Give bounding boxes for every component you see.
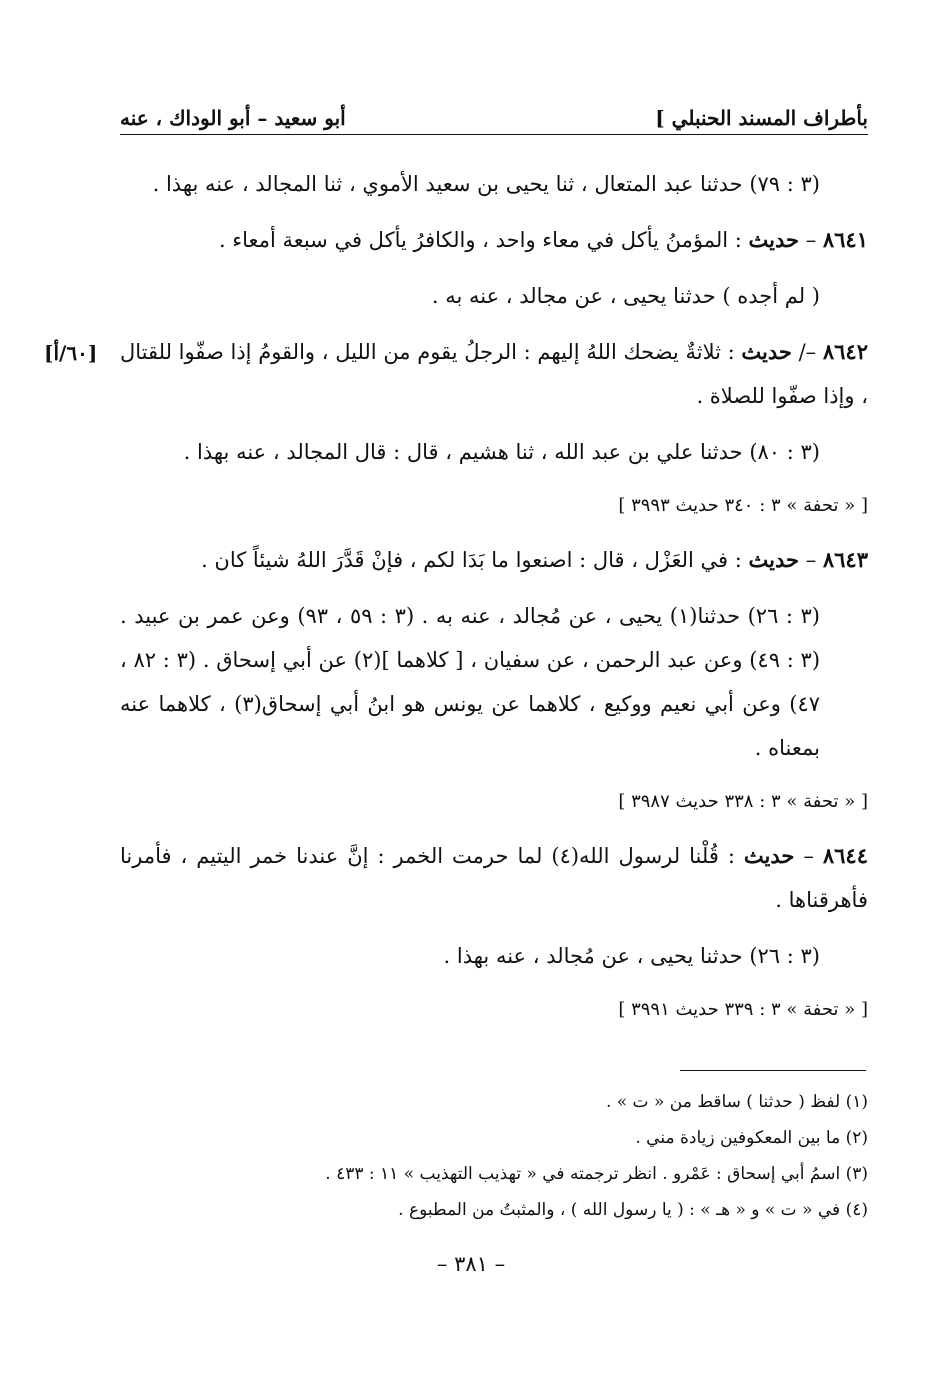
- footnote: (٤) في « ت » و « هـ » : ( يا رسول الله ) ، والمثبتُ من المطبوع .: [398, 1200, 868, 1220]
- footnote-rule: [680, 1070, 866, 1071]
- source-reference-text: [ « تحفة » ٣ : ٣٣٩ حديث ٣٩٩١ ]: [618, 999, 868, 1020]
- footnotes: [120, 1084, 868, 1228]
- margin-folio-note: [٦٠/أ]: [44, 341, 98, 365]
- hadith-keyword: حديث: [741, 339, 792, 364]
- chain-paragraph: ( لم أجده ) حدثنا يحيى ، عن مجالد ، عنه به .: [431, 284, 820, 308]
- hadith-8643: ٨٦٤٣ – حديث : في العَزْل ، قال : اصنعوا ما بَدَا لكم ، فإنْ قَدَّرَ اللهُ شيئاً كان .: [201, 547, 868, 572]
- hadith-number: ٨٦٤٤: [822, 843, 868, 868]
- chain-paragraph: (٣ : ٢٦) حدثنا يحيى ، عن مُجالد ، عنه بهذا .: [443, 944, 820, 968]
- page-number: – ٣٨١ –: [436, 1252, 506, 1276]
- hadith-number: ٨٦٤٢: [822, 339, 868, 364]
- hadith-text: : ثلاثةٌ يضحك اللهُ إليهم : الرجلُ يقوم من الليل ، والقومُ إذا صفّوا للقتال ، وإذا صفّوا للصلاة .: [120, 340, 868, 408]
- hadith-keyword: حديث: [748, 547, 800, 572]
- hadith-number: ٨٦٤٣: [822, 547, 868, 572]
- hadith-number: ٨٦٤١: [822, 227, 868, 252]
- running-header: [120, 96, 868, 130]
- hadith-keyword: حديث: [748, 227, 800, 252]
- header-right-title: بأطراف المسند الحنبلي ]: [655, 106, 868, 130]
- chain-paragraph: (٣ : ٢٦) حدثنا(١) يحيى ، عن مُجالد ، عنه به . (٣ : ٥٩ ، ٩٣) وعن عمر بن عبيد . (٣ : ٤٩) وعن عبد الرحمن ، عن سفيان ، [ كلاهما ](٢) عن أبي إسحاق . (٣ : ٨٢ ، ٤٧) وعن أبي نعيم ووكيع ، كلاهما عن يونس هو ابنُ أبي إسحاق(٣) ، كلاهما عنه بمعناه .: [120, 604, 821, 760]
- hadith-text: : قُلْنا لرسول الله(٤) لما حرمت الخمر : إنَّ عندنا خمر اليتيم ، فأمرنا فأهرقناها .: [120, 844, 868, 912]
- source-reference-text: [ « تحفة » ٣ : ٣٣٨ حديث ٣٩٨٧ ]: [618, 791, 868, 812]
- source-reference: [120, 782, 868, 822]
- hadith-8642: ٨٦٤٢ –/ حديث : ثلاثةٌ يضحك اللهُ إليهم : الرجلُ يقوم من الليل ، والقومُ إذا صفّوا للقتال ، وإذا صفّوا للصلاة .: [120, 339, 868, 408]
- main-text: [120, 162, 868, 1042]
- source-reference: [120, 486, 868, 526]
- footnote: (٣) اسمُ أبي إسحاق : عَمْرو . انظر ترجمته في « تهذيب التهذيب » ١١ : ٤٣٣ .: [325, 1164, 868, 1184]
- footnote: (٢) ما بين المعكوفين زيادة مني .: [635, 1128, 868, 1148]
- hadith-text: : في العَزْل ، قال : اصنعوا ما بَدَا لكم ، فإنْ قَدَّرَ اللهُ شيئاً كان .: [201, 548, 742, 572]
- chain-paragraph: (٣ : ٨٠) حدثنا علي بن عبد الله ، ثنا هشيم ، قال : قال المجالد ، عنه بهذا .: [183, 440, 820, 464]
- hadith-keyword: حديث: [743, 843, 795, 868]
- source-reference: [120, 990, 868, 1030]
- hadith-8644: ٨٦٤٤ – حديث : قُلْنا لرسول الله(٤) لما حرمت الخمر : إنَّ عندنا خمر اليتيم ، فأمرنا فأهرقناها .: [120, 843, 868, 912]
- hadith-text: : المؤمنُ يأكل في معاء واحد ، والكافرُ يأكل في سبعة أمعاء .: [218, 228, 742, 252]
- source-reference-text: [ « تحفة » ٣ : ٣٤٠ حديث ٣٩٩٣ ]: [618, 495, 868, 516]
- chain-paragraph: (٣ : ٧٩) حدثنا عبد المتعال ، ثنا يحيى بن سعيد الأموي ، ثنا المجالد ، عنه بهذا .: [152, 172, 820, 196]
- header-rule: [120, 134, 868, 135]
- footnote: (١) لفظ ( حدثنا ) ساقط من « ت » .: [605, 1092, 868, 1112]
- hadith-8641: ٨٦٤١ – حديث : المؤمنُ يأكل في معاء واحد ، والكافرُ يأكل في سبعة أمعاء .: [218, 227, 868, 252]
- header-left-title: أبو سعيد – أبو الوداك ، عنه: [120, 106, 346, 130]
